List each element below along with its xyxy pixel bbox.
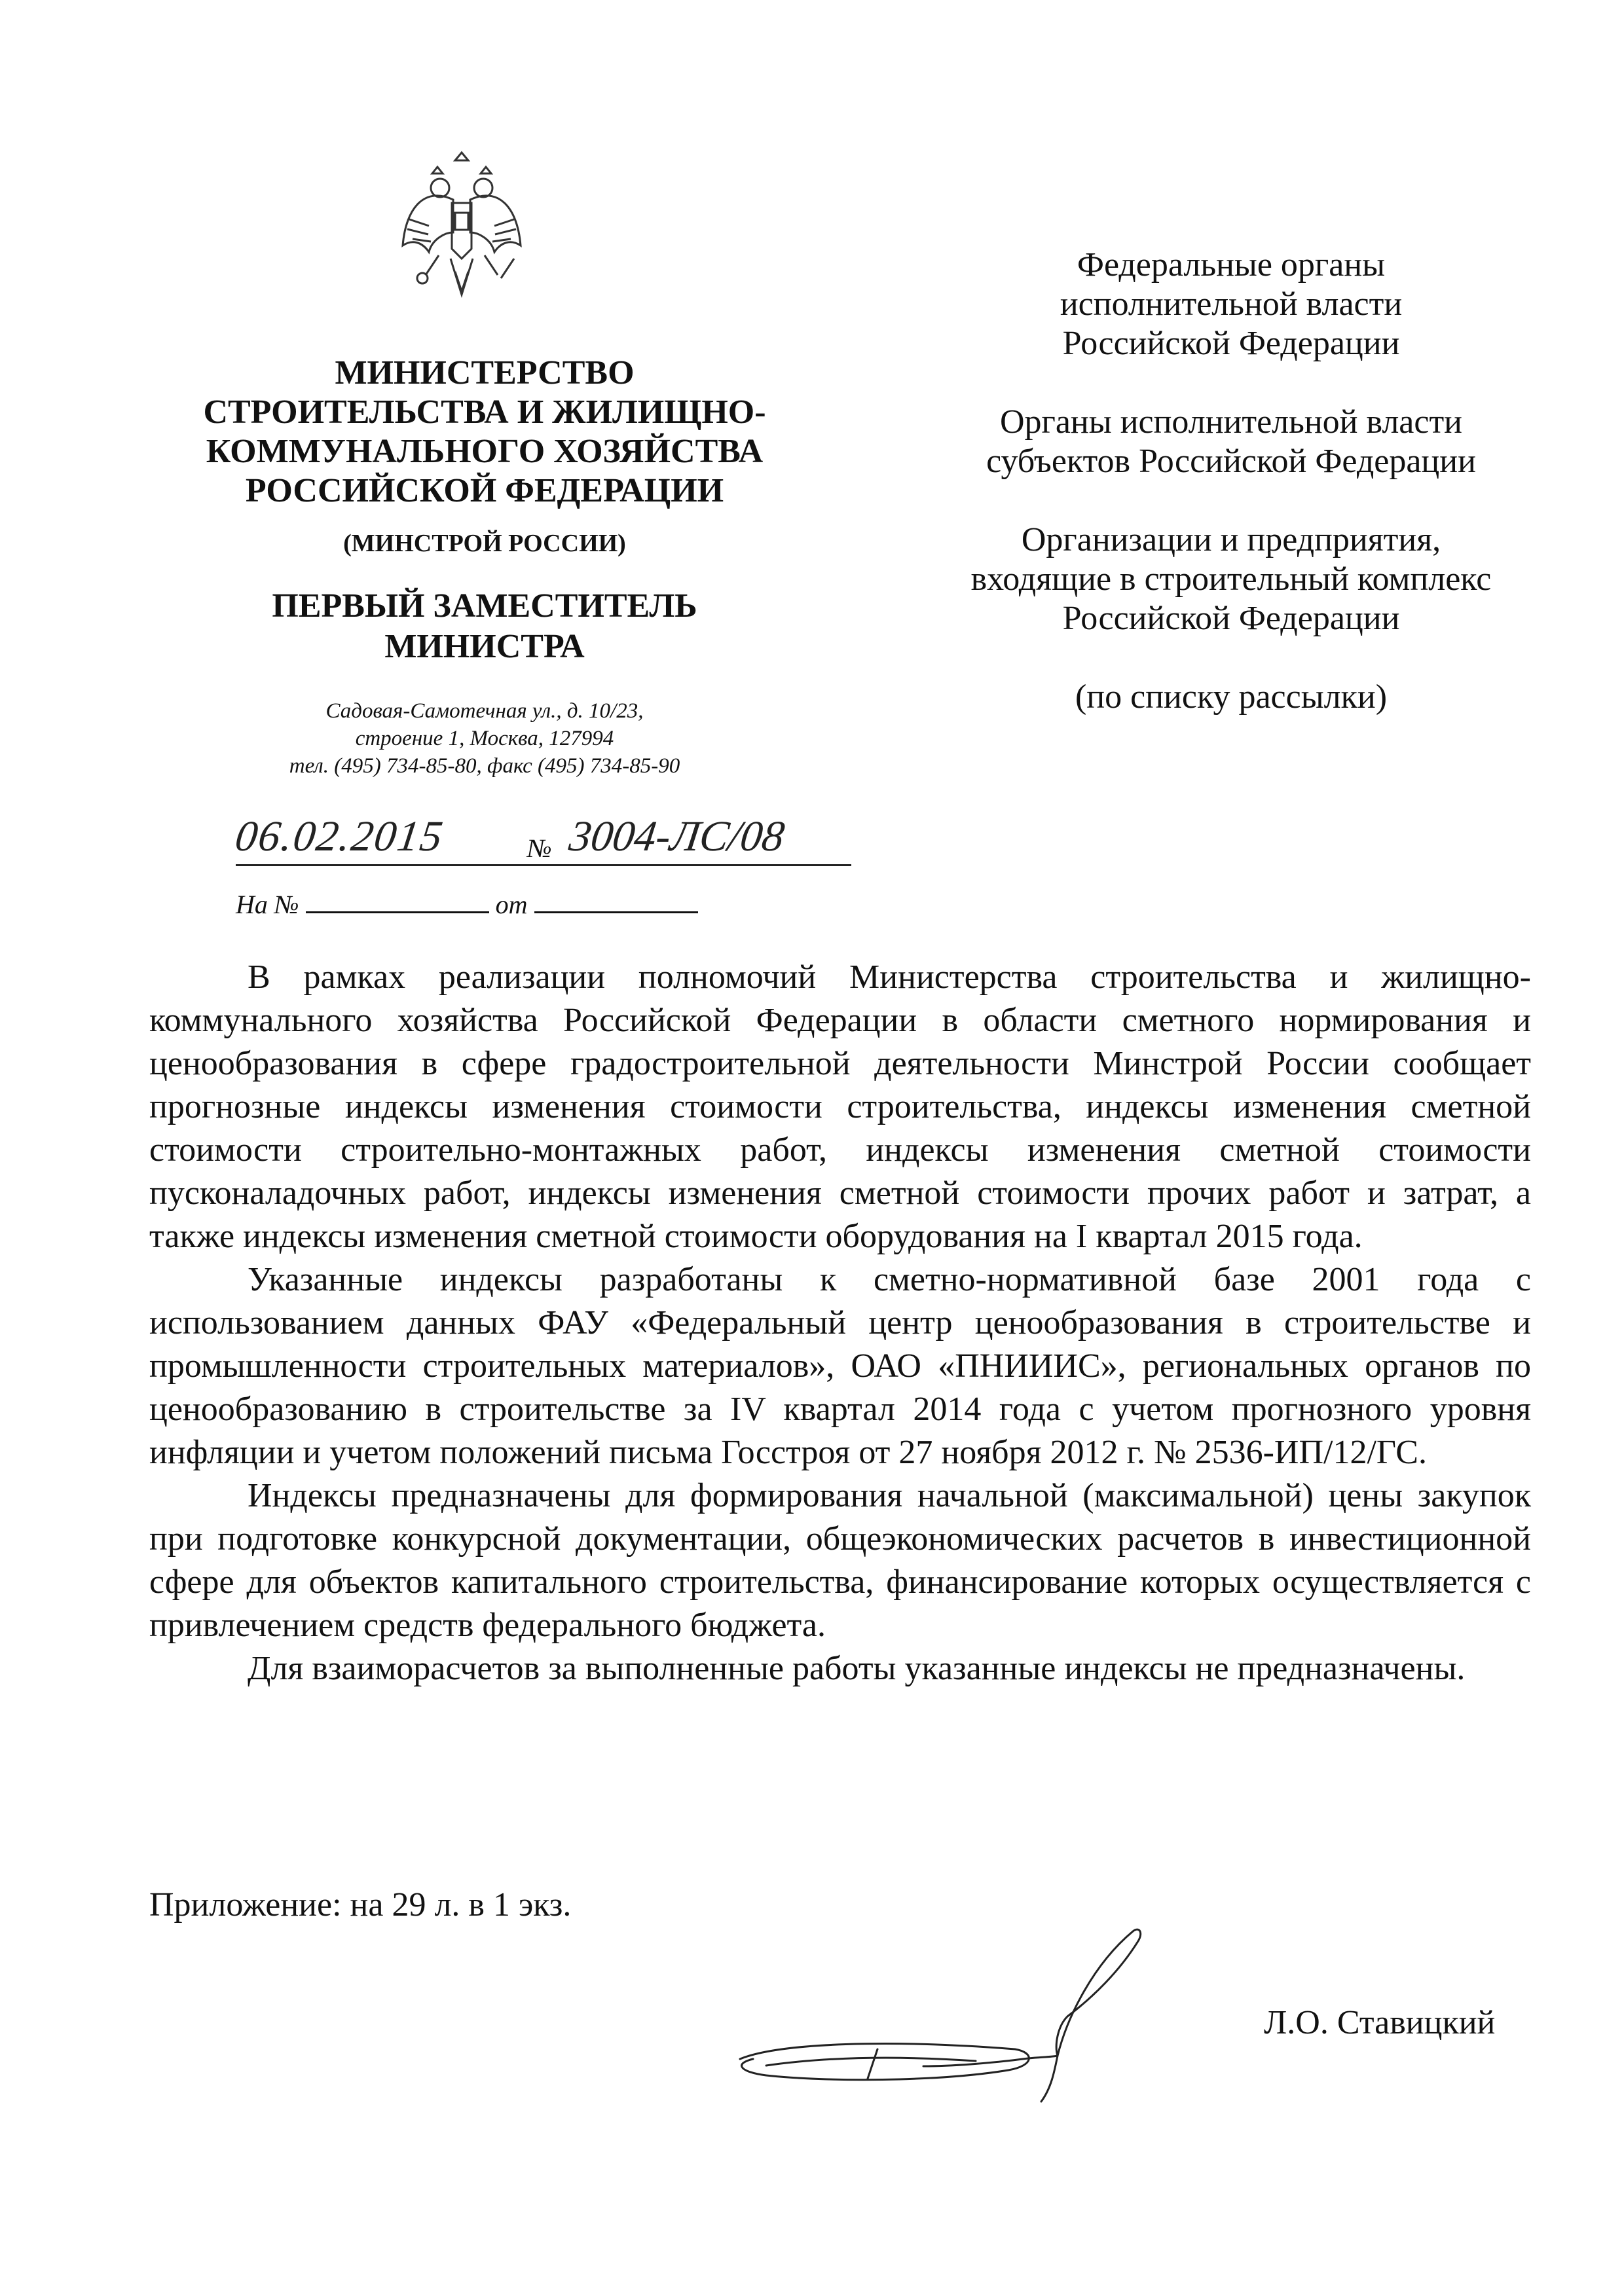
body-paragraph: В рамках реализации полномочий Министерства строительства и жилищно-коммунального хозяйства Российской Федерации в области сметного нормирования и ценообразования в сфере градостроительной деятельности Минстрой России сообщает прогнозные индексы изменения стоимости строительства, индексы изменения сметной стоимости строительно-монтажных работ, индексы изменения сметной стоимости пусконаладочных работ, индексы изменения сметной стоимости прочих работ и затрат, а также индексы изменения сметной стоимости оборудования на I квартал 2015 года. <box>149 958 1531 1255</box>
recipient-group <box>904 246 1559 363</box>
ministry-line: СТРОИТЕЛЬСТВА И ЖИЛИЩНО- <box>203 393 766 431</box>
recipient-line: субъектов Российской Федерации <box>986 443 1476 480</box>
address-line: строение 1, Москва, 127994 <box>355 727 614 750</box>
ministry-short-name: (МИНСТРОЙ РОССИИ) <box>343 530 626 557</box>
recipient-line: Органы исполнительной власти <box>999 403 1463 441</box>
reply-reference-line <box>236 889 698 920</box>
registration-number-label: № <box>527 833 552 863</box>
attachment-note: Приложение: на 29 л. в 1 экз. <box>149 1886 572 1923</box>
recipient-line: Федеральные органы <box>1077 246 1386 283</box>
recipient-group <box>904 403 1559 481</box>
registration-number: 3004-ЛС/08 <box>566 812 788 860</box>
recipient-group <box>904 520 1559 638</box>
position-line: ПЕРВЫЙ ЗАМЕСТИТЕЛЬ <box>272 587 697 625</box>
position-title <box>157 586 812 667</box>
recipient-line: Российской Федерации <box>1062 600 1400 637</box>
recipient-line: Организации и предприятия, <box>1021 521 1441 558</box>
registration-underline <box>236 864 851 866</box>
body-paragraph: Индексы предназначены для формирования начальной (максимальной) цены закупок при подготовке конкурсной документации, общеэкономических расчетов в инвестиционной сфере для объектов капитального строительства, финансирование которых осуществляется с привлечением средств федерального бюджета. <box>149 1477 1531 1644</box>
from-label: от <box>495 890 528 919</box>
address-line: тел. (495) 734-85-80, факс (495) 734-85-90 <box>289 754 680 778</box>
recipient-line: (по списку рассылки) <box>1075 678 1388 716</box>
registration-date: 06.02.2015 <box>232 812 447 860</box>
reply-number-blank <box>306 893 489 913</box>
recipient-line: Российской Федерации <box>1062 325 1400 362</box>
reply-to-label: На № <box>236 890 299 919</box>
ministry-address <box>157 697 812 780</box>
recipient-line: исполнительной власти <box>1060 285 1403 323</box>
ministry-name <box>157 354 812 511</box>
handwritten-signature-icon <box>727 1918 1146 2121</box>
body-paragraph: Для взаиморасчетов за выполненные работы указанные индексы не предназначены. <box>248 1650 1466 1687</box>
signer-name: Л.О. Ставицкий <box>1264 2004 1496 2041</box>
ministry-line: РОССИЙСКОЙ ФЕДЕРАЦИИ <box>245 472 724 509</box>
recipient-line: входящие в строительный комплекс <box>970 560 1492 598</box>
letter-body <box>149 956 1531 1690</box>
russian-coat-of-arms-icon <box>393 147 530 324</box>
reply-date-blank <box>534 893 698 913</box>
recipient-group <box>904 678 1559 717</box>
position-line: МИНИСТРА <box>384 628 585 665</box>
address-line: Садовая-Самотечная ул., д. 10/23, <box>325 699 644 723</box>
ministry-line: КОММУНАЛЬНОГО ХОЗЯЙСТВА <box>206 433 764 470</box>
recipients-block <box>904 246 1559 756</box>
ministry-line: МИНИСТЕРСТВО <box>335 354 635 392</box>
body-paragraph: Указанные индексы разработаны к сметно-нормативной базе 2001 года с использованием данных ФАУ «Федеральный центр ценообразования в строительстве и промышленности строительных материалов», ОАО «ПНИИИС», региональных органов по ценообразованию в строительстве за IV квартал 2014 года с учетом прогнозного уровня инфляции и учетом положений письма Госстроя от 27 ноября 2012 г. № 2536-ИП/12/ГС. <box>149 1261 1531 1471</box>
